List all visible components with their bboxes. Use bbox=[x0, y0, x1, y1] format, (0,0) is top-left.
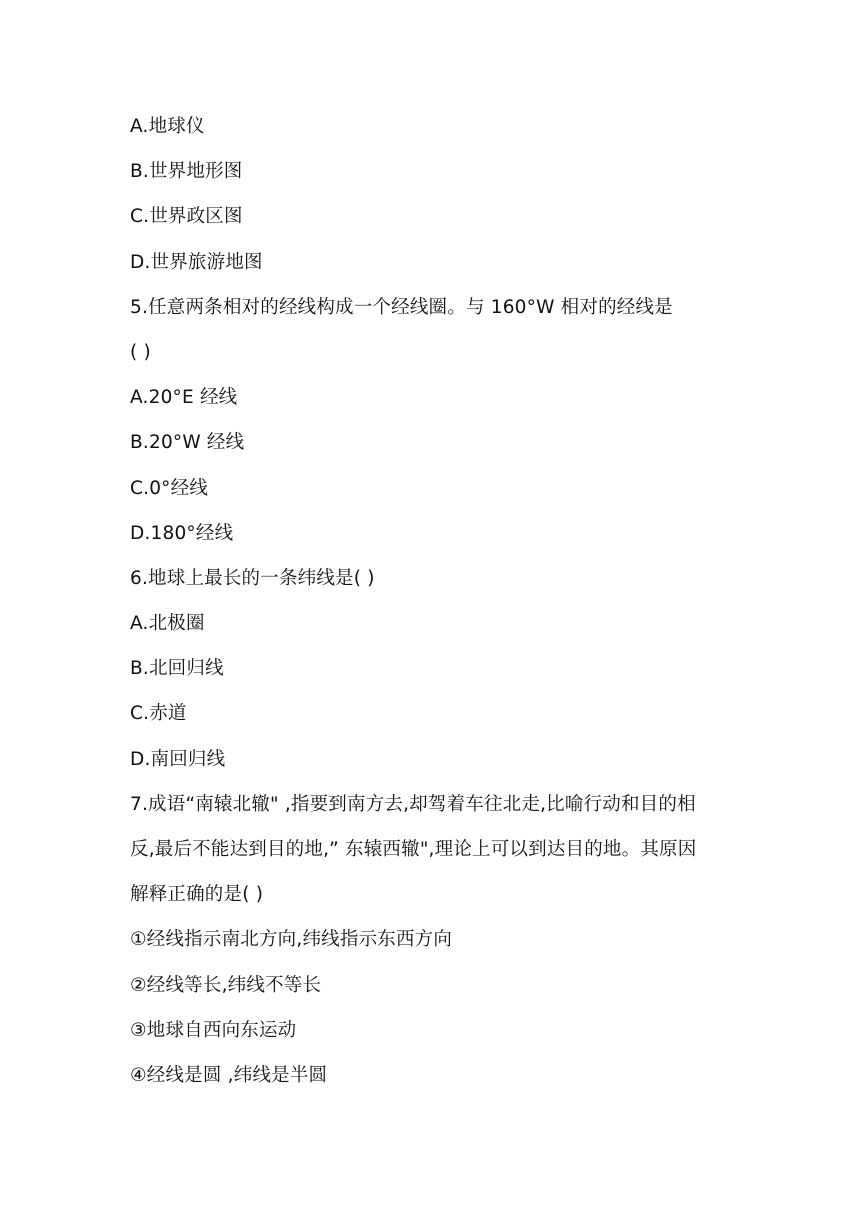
question-7-line-2: 反,最后不能达到目的地,” 东辕西辙",理论上可以到达目的地。其原因 bbox=[130, 839, 697, 860]
statement-1: ①经线指示南北方向,纬线指示东西方向 bbox=[130, 929, 453, 951]
statement-3: ③地球自西向东运动 bbox=[130, 1019, 297, 1041]
option-4b: B.世界地形图 bbox=[130, 161, 243, 183]
statement-2: ②经线等长,纬线不等长 bbox=[130, 974, 322, 996]
option-4d: D.世界旅游地图 bbox=[130, 251, 263, 273]
option-5b: B.20°W 经线 bbox=[130, 432, 245, 454]
option-5a: A.20°E 经线 bbox=[130, 387, 238, 409]
question-6: 6.地球上最长的一条纬线是( ) bbox=[130, 567, 375, 589]
question-5: 5.任意两条相对的经线构成一个经线圈。与 160°W 相对的经线是 bbox=[130, 296, 673, 318]
option-6d: D.南回归线 bbox=[130, 748, 226, 770]
question-7-line-1: 7.成语“南辕北辙" ,指要到南方去,却驾着车往北走,比喻行动和目的相 bbox=[130, 793, 696, 815]
question-5-blank: ( ) bbox=[130, 341, 151, 363]
option-6b: B.北回归线 bbox=[130, 658, 224, 680]
statement-4: ④经线是圆 ,纬线是半圆 bbox=[130, 1064, 328, 1086]
option-4a: A.地球仪 bbox=[130, 116, 205, 137]
document-text bbox=[130, 110, 750, 1104]
question-7-line-3: 解释正确的是( ) bbox=[130, 884, 264, 906]
option-5c: C.0°经线 bbox=[130, 477, 209, 499]
option-4c: C.世界政区图 bbox=[130, 206, 243, 228]
option-6c: C.赤道 bbox=[130, 703, 187, 725]
option-6a: A.北极圈 bbox=[130, 613, 205, 635]
option-5d: D.180°经线 bbox=[130, 522, 234, 544]
